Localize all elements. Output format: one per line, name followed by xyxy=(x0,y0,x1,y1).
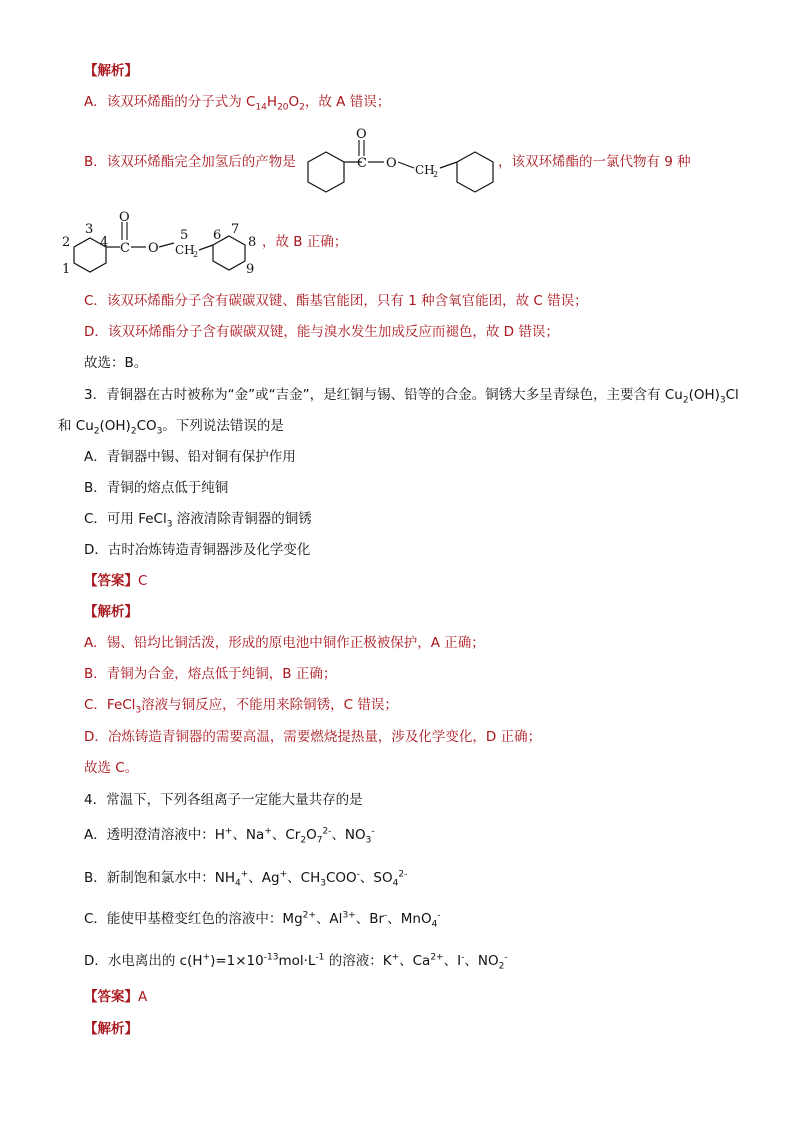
prev-analysis-b-tail: ，该双环烯酯的一氯代物有 9 种 xyxy=(498,154,691,170)
q3-option-b: B．青铜的熔点低于纯铜 xyxy=(84,480,229,496)
svg-text:7: 7 xyxy=(231,222,240,237)
q3-analysis-b: B．青铜为合金，熔点低于纯铜，B 正确； xyxy=(84,666,337,682)
svg-text:1: 1 xyxy=(62,262,71,276)
hydrogenated-product-structure xyxy=(302,126,498,198)
svg-text:8: 8 xyxy=(248,235,257,250)
svg-text:5: 5 xyxy=(180,228,189,243)
svg-text:6: 6 xyxy=(213,228,222,243)
numbered-ester-structure xyxy=(58,210,268,276)
q3-analysis-a: A．锡、铅均比铜活泼，形成的原电池中铜作正极被保护，A 正确； xyxy=(84,635,485,651)
prev-analysis-c: C．该双环烯酯分子含有碳碳双键、酯基官能团，只有 1 种含氧官能团，故 C 错误； xyxy=(84,293,588,309)
q3-conclusion: 故选 C。 xyxy=(84,760,139,776)
prev-analysis-b-lead: B．该双环烯酯完全加氢后的产物是 xyxy=(84,154,296,170)
cyclohexane-ring-right xyxy=(457,152,493,192)
q3-answer: 【答案】C xyxy=(84,573,148,589)
q3-stem-line2: 和 $Cu_2(OH)_2CO_3$。下列说法错误的是 xyxy=(58,418,284,437)
q4-option-a: A．透明澄清溶液中：H+、Na+、$Cr_2O_7^{2-}$、$NO_3^-$ xyxy=(84,826,375,846)
svg-text:4: 4 xyxy=(100,235,109,250)
q3-analysis-d: D．冶炼铸造青铜器的需要高温，需要燃烧提热量，涉及化学变化，D 正确； xyxy=(84,729,542,745)
prev-analysis-b-conclusion: ，故 B 正确； xyxy=(262,234,348,250)
carbonyl-carbon: C xyxy=(357,156,367,171)
cyclohexane-ring-left xyxy=(308,152,344,192)
q3-analysis-c: C．FeCl$_3$溶液与铜反应，不能用来除铜锈，C 错误； xyxy=(84,697,398,716)
svg-text:2: 2 xyxy=(193,250,199,259)
svg-text:O: O xyxy=(148,241,159,256)
methylene-label: CH xyxy=(415,163,435,177)
q4-stem: 4．常温下，下列各组离子一定能大量共存的是 xyxy=(84,792,363,808)
q3-stem-line1: 3．青铜器在古时被称为“金”或“吉金”，是红铜与锡、铅等的合金。铜锈大多呈青绿色，主要含有 $Cu_2(OH)_3Cl$ xyxy=(84,387,739,406)
prev-analysis-d: D．该双环烯酯分子含有碳碳双键，能与溴水发生加成反应而褪色，故 D 错误； xyxy=(84,324,559,340)
q4-option-c: C．能使甲基橙变红色的溶液中：$Mg^{2+}$、$Al^{3+}$、Br-、MnO$_4$- xyxy=(84,910,441,930)
q3-analysis-header: 【解析】 xyxy=(84,604,138,620)
q4-option-b: B．新制饱和氯水中：$NH_4^+$、Ag+、$CH_3COO^-$、$SO_4^{2-}$ xyxy=(84,869,408,889)
q3-option-a: A．青铜器中锡、铅对铜有保护作用 xyxy=(84,449,296,465)
svg-text:CH: CH xyxy=(175,243,195,257)
svg-text:C: C xyxy=(120,241,130,256)
carbonyl-oxygen: O xyxy=(356,127,367,142)
svg-text:9: 9 xyxy=(246,262,255,276)
svg-text:3: 3 xyxy=(85,222,94,237)
q3-option-c: C．可用 FeCl$_3$ 溶液清除青铜器的铜锈 xyxy=(84,511,312,530)
svg-text:2: 2 xyxy=(433,170,439,179)
prev-analysis-a: A．该双环烯酯的分子式为 $C_{14}H_{20}O_2$，故 A 错误； xyxy=(84,94,391,113)
q3-option-d: D．古时冶炼铸造青铜器涉及化学变化 xyxy=(84,542,311,558)
ester-oxygen: O xyxy=(386,156,397,171)
q4-answer: 【答案】A xyxy=(84,989,148,1005)
q4-option-d: D．水电离出的 $c(H^+)=1\times 10^{-13}mol\cdot L^{-1}$ 的溶液：K+、$Ca^{2+}$、I-、$NO_2^-$ xyxy=(84,952,508,972)
prev-conclusion: 故选：B。 xyxy=(84,355,148,371)
svg-text:O: O xyxy=(119,210,130,225)
q4-analysis-header: 【解析】 xyxy=(84,1021,138,1037)
analysis-header: 【解析】 xyxy=(84,63,138,79)
svg-text:2: 2 xyxy=(62,235,71,250)
